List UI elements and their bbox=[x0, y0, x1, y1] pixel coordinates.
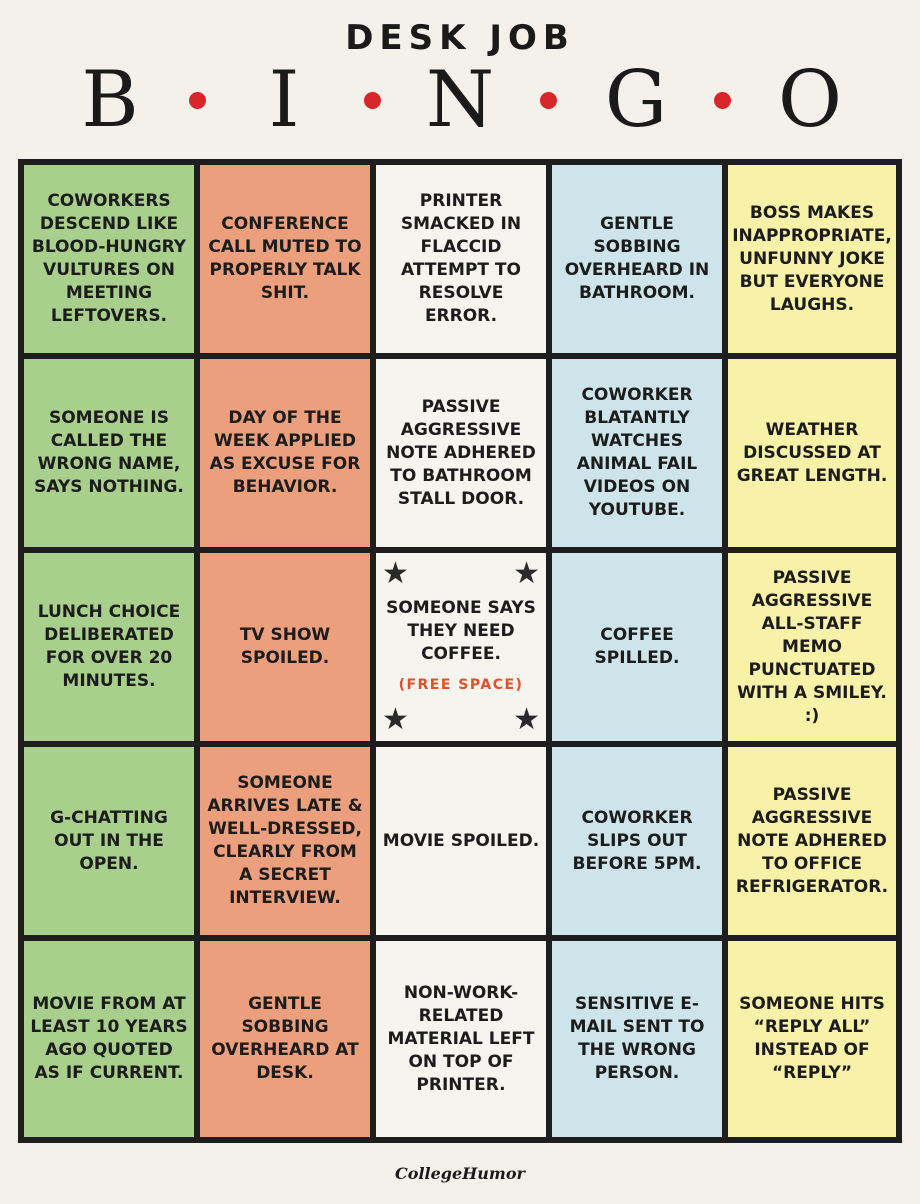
star-icon: ★ bbox=[382, 556, 409, 591]
bingo-cell[interactable] bbox=[552, 553, 722, 741]
cell-text: COWORKERS DESCEND LIKE BLOOD-HUNGRY VULTURES ON MEETING LEFTOVERS. bbox=[31, 191, 187, 326]
bingo-cell[interactable] bbox=[200, 747, 370, 935]
cell-text: SENSITIVE E-MAIL SENT TO THE WRONG PERSON. bbox=[569, 994, 705, 1083]
red-dot-icon bbox=[189, 92, 206, 109]
cell-text: G-CHATTING OUT IN THE OPEN. bbox=[50, 807, 168, 874]
cell-text: SOMEONE IS CALLED THE WRONG NAME, SAYS NOTHING. bbox=[34, 408, 184, 497]
bingo-cell[interactable] bbox=[24, 941, 194, 1137]
bingo-cell[interactable] bbox=[200, 553, 370, 741]
brand-logo: CollegeHumor bbox=[395, 1164, 525, 1183]
bingo-letter-o: O bbox=[778, 55, 842, 145]
bingo-cell[interactable] bbox=[376, 359, 546, 547]
star-icon: ★ bbox=[513, 702, 540, 737]
red-dot-icon bbox=[714, 92, 731, 109]
cell-text: COFFEE SPILLED. bbox=[594, 625, 680, 668]
cell-text: PASSIVE AGGRESSIVE NOTE ADHERED TO BATHROOM STALL DOOR. bbox=[386, 396, 536, 509]
bingo-cell[interactable] bbox=[728, 747, 896, 935]
free-space-cell[interactable] bbox=[376, 553, 546, 741]
bingo-board bbox=[18, 159, 902, 1143]
bingo-cell[interactable] bbox=[728, 553, 896, 741]
cell-text: PASSIVE AGGRESSIVE ALL-STAFF MEMO PUNCTUATED WITH A SMILEY. :) bbox=[737, 567, 887, 726]
red-dot-icon bbox=[364, 92, 381, 109]
bingo-letter-b: B bbox=[81, 55, 139, 145]
bingo-cell[interactable] bbox=[200, 941, 370, 1137]
star-icon: ★ bbox=[382, 702, 409, 737]
star-icon: ★ bbox=[513, 556, 540, 591]
bingo-cell[interactable] bbox=[24, 747, 194, 935]
bingo-cell[interactable] bbox=[552, 747, 722, 935]
cell-text: CONFERENCE CALL MUTED TO PROPERLY TALK SHIT. bbox=[208, 214, 362, 303]
bingo-cell[interactable] bbox=[24, 165, 194, 353]
bingo-cell[interactable] bbox=[728, 165, 896, 353]
bingo-cell[interactable] bbox=[200, 359, 370, 547]
cell-text: GENTLE SOBBING OVERHEARD IN BATHROOM. bbox=[564, 214, 710, 303]
cell-text: WEATHER DISCUSSED AT GREAT LENGTH. bbox=[736, 419, 888, 486]
bingo-cell[interactable] bbox=[728, 941, 896, 1137]
cell-text: LUNCH CHOICE DELIBERATED FOR OVER 20 MINUTES. bbox=[37, 602, 181, 691]
cell-text: NON-WORK-RELATED MATERIAL LEFT ON TOP OF PRINTER. bbox=[387, 982, 535, 1095]
cell-text: PASSIVE AGGRESSIVE NOTE ADHERED TO OFFICE REFRIGERATOR. bbox=[735, 784, 889, 897]
bingo-cell[interactable] bbox=[376, 941, 546, 1137]
bingo-cell[interactable] bbox=[728, 359, 896, 547]
cell-text: BOSS MAKES INAPPROPRIATE, UNFUNNY JOKE BUT EVERYONE LAUGHS. bbox=[732, 202, 892, 315]
bingo-letter-n: N bbox=[425, 55, 495, 145]
bingo-letter-g: G bbox=[604, 55, 668, 145]
bingo-cell[interactable] bbox=[24, 553, 194, 741]
bingo-cell[interactable] bbox=[552, 165, 722, 353]
cell-text: MOVIE SPOILED. bbox=[382, 830, 540, 851]
bingo-cell[interactable] bbox=[552, 941, 722, 1137]
bingo-cell[interactable] bbox=[552, 359, 722, 547]
bingo-cell[interactable] bbox=[376, 747, 546, 935]
bingo-letter-i: I bbox=[268, 55, 300, 145]
cell-text: SOMEONE ARRIVES LATE & WELL-DRESSED, CLEARLY FROM A SECRET INTERVIEW. bbox=[207, 773, 363, 908]
red-dot-icon bbox=[540, 92, 557, 109]
cell-text: COWORKER BLATANTLY WATCHES ANIMAL FAIL VIDEOS ON YOUTUBE. bbox=[576, 385, 698, 520]
bingo-cell[interactable] bbox=[376, 165, 546, 353]
cell-text: PRINTER SMACKED IN FLACCID ATTEMPT TO RESOLVE ERROR. bbox=[400, 191, 522, 326]
cell-text: SOMEONE SAYS THEY NEED COFFEE. bbox=[386, 598, 536, 664]
cell-text: GENTLE SOBBING OVERHEARD AT DESK. bbox=[211, 994, 359, 1083]
cell-text: COWORKER SLIPS OUT BEFORE 5PM. bbox=[572, 807, 702, 874]
cell-text: TV SHOW SPOILED. bbox=[239, 625, 331, 668]
free-space-label: (FREE SPACE) bbox=[398, 677, 524, 693]
cell-text: MOVIE FROM AT LEAST 10 YEARS AGO QUOTED AS IF CURRENT. bbox=[30, 994, 188, 1083]
cell-text: SOMEONE HITS “REPLY ALL” INSTEAD OF “REPLY” bbox=[739, 994, 885, 1083]
bingo-cell[interactable] bbox=[24, 359, 194, 547]
page-subtitle: DESK JOB bbox=[345, 18, 575, 58]
bingo-cell[interactable] bbox=[200, 165, 370, 353]
cell-text: DAY OF THE WEEK APPLIED AS EXCUSE FOR BEHAVIOR. bbox=[209, 408, 361, 497]
bingo-title bbox=[0, 55, 920, 145]
